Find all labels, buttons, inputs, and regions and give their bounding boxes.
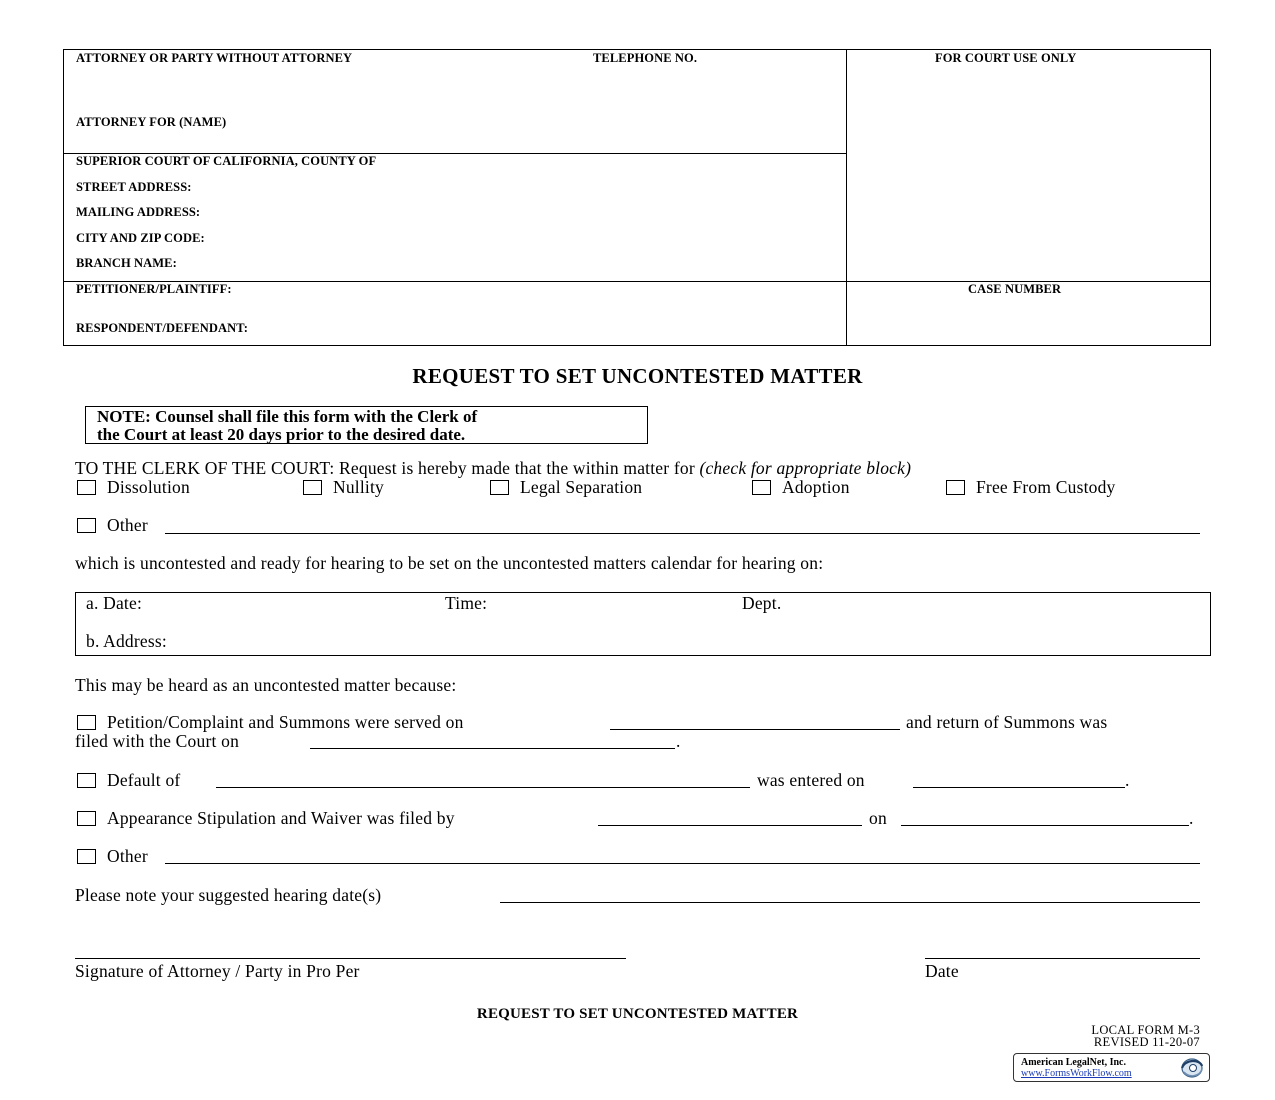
request-intro: TO THE CLERK OF THE COURT: Request is hereby made that the within matter for (check for appropriate block) (75, 458, 912, 478)
legal-separation-checkbox[interactable] (490, 480, 509, 495)
petition-served-text: Petition/Complaint and Summons were served on (107, 712, 464, 732)
appearance-date-line[interactable] (901, 825, 1189, 826)
dissolution-label: Dissolution (107, 477, 190, 497)
other-matter-checkbox[interactable] (77, 518, 96, 533)
note-box (85, 406, 648, 444)
adoption-checkbox[interactable] (752, 480, 771, 495)
note-line-2: the Court at least 20 days prior to the desired date. (97, 425, 466, 444)
globe-swirl-icon (1176, 1056, 1206, 1079)
footer-title: REQUEST TO SET UNCONTESTED MATTER (476, 1006, 799, 1022)
dissolution-checkbox[interactable] (77, 480, 96, 495)
petitioner-label: PETITIONER/PLAINTIFF: (76, 282, 232, 296)
caption-block (63, 49, 1211, 346)
other-reason-label: Other (107, 846, 148, 866)
other-matter-line[interactable] (165, 533, 1200, 534)
form-number-block (1091, 1024, 1200, 1048)
filed-by-line[interactable] (598, 825, 862, 826)
ready-text: which is uncontested and ready for hearing to be set on the uncontested matters calendar for hearing on: (75, 553, 824, 573)
served-date-line[interactable] (610, 729, 900, 730)
default-text: Default of (107, 770, 181, 790)
city-zip-label: CITY AND ZIP CODE: (76, 231, 205, 245)
hearing-address-label: b. Address: (86, 631, 167, 651)
default-checkbox[interactable] (77, 773, 96, 788)
respondent-label: RESPONDENT/DEFENDANT: (76, 321, 249, 335)
mailing-address-label: MAILING ADDRESS: (76, 205, 201, 219)
vendor-logo[interactable] (1013, 1053, 1210, 1082)
petition-served-checkbox[interactable] (77, 715, 96, 730)
entered-on-text: was entered on (757, 770, 865, 790)
entered-date-line[interactable] (913, 787, 1125, 788)
attorney-label: ATTORNEY OR PARTY WITHOUT ATTORNEY (76, 51, 353, 65)
telephone-label: TELEPHONE NO. (593, 51, 698, 65)
reasons-intro: This may be heard as an uncontested matter because: (75, 675, 457, 695)
hearing-date-label: a. Date: (86, 593, 143, 613)
court-label: SUPERIOR COURT OF CALIFORNIA, COUNTY OF (76, 154, 377, 168)
street-address-label: STREET ADDRESS: (76, 180, 192, 194)
form-number: LOCAL FORM M-3 (1091, 1023, 1200, 1037)
signature-line[interactable] (75, 958, 626, 959)
default-party-line[interactable] (216, 787, 750, 788)
signature-label: Signature of Attorney / Party in Pro Per (75, 961, 360, 981)
other-reason-line[interactable] (165, 863, 1200, 864)
form-title: REQUEST TO SET UNCONTESTED MATTER (412, 364, 863, 388)
free-from-custody-label: Free From Custody (976, 477, 1116, 497)
suggested-dates-line[interactable] (500, 902, 1200, 903)
revised-date: REVISED 11-20-07 (1093, 1035, 1200, 1049)
appearance-on-text: on (869, 808, 887, 828)
other-matter-label: Other (107, 515, 148, 535)
nullity-label: Nullity (333, 477, 384, 497)
signature-date-line[interactable] (925, 958, 1200, 959)
logo-url-link[interactable]: www.FormsWorkFlow.com (1021, 1068, 1132, 1079)
free-from-custody-checkbox[interactable] (946, 480, 965, 495)
logo-company-name: American LegalNet, Inc. (1021, 1057, 1126, 1068)
hearing-dept-label: Dept. (742, 593, 782, 613)
other-reason-checkbox[interactable] (77, 849, 96, 864)
appearance-checkbox[interactable] (77, 811, 96, 826)
return-summons-text: and return of Summons was (906, 712, 1108, 732)
note-line-1: NOTE: Counsel shall file this form with the Clerk of (97, 407, 478, 426)
filed-date-period: . (676, 731, 681, 751)
appearance-text: Appearance Stipulation and Waiver was filed by (107, 808, 455, 828)
legal-separation-label: Legal Separation (520, 477, 643, 497)
nullity-checkbox[interactable] (303, 480, 322, 495)
attorney-for-label: ATTORNEY FOR (NAME) (76, 115, 227, 129)
request-intro-italic: (check for appropriate block) (699, 458, 912, 478)
caption-vertical-divider (846, 50, 847, 345)
entered-date-period: . (1125, 770, 1130, 790)
court-use-label: FOR COURT USE ONLY (935, 51, 1077, 65)
signature-date-label: Date (925, 961, 959, 981)
appearance-date-period: . (1189, 808, 1194, 828)
case-number-label: CASE NUMBER (968, 282, 1062, 296)
adoption-label: Adoption (782, 477, 850, 497)
filed-date-line[interactable] (310, 748, 675, 749)
hearing-time-label: Time: (445, 593, 488, 613)
branch-name-label: BRANCH NAME: (76, 256, 177, 270)
hearing-box (75, 592, 1211, 656)
suggested-dates-label: Please note your suggested hearing date(s) (75, 885, 382, 905)
filed-with-court-text: filed with the Court on (75, 731, 240, 751)
